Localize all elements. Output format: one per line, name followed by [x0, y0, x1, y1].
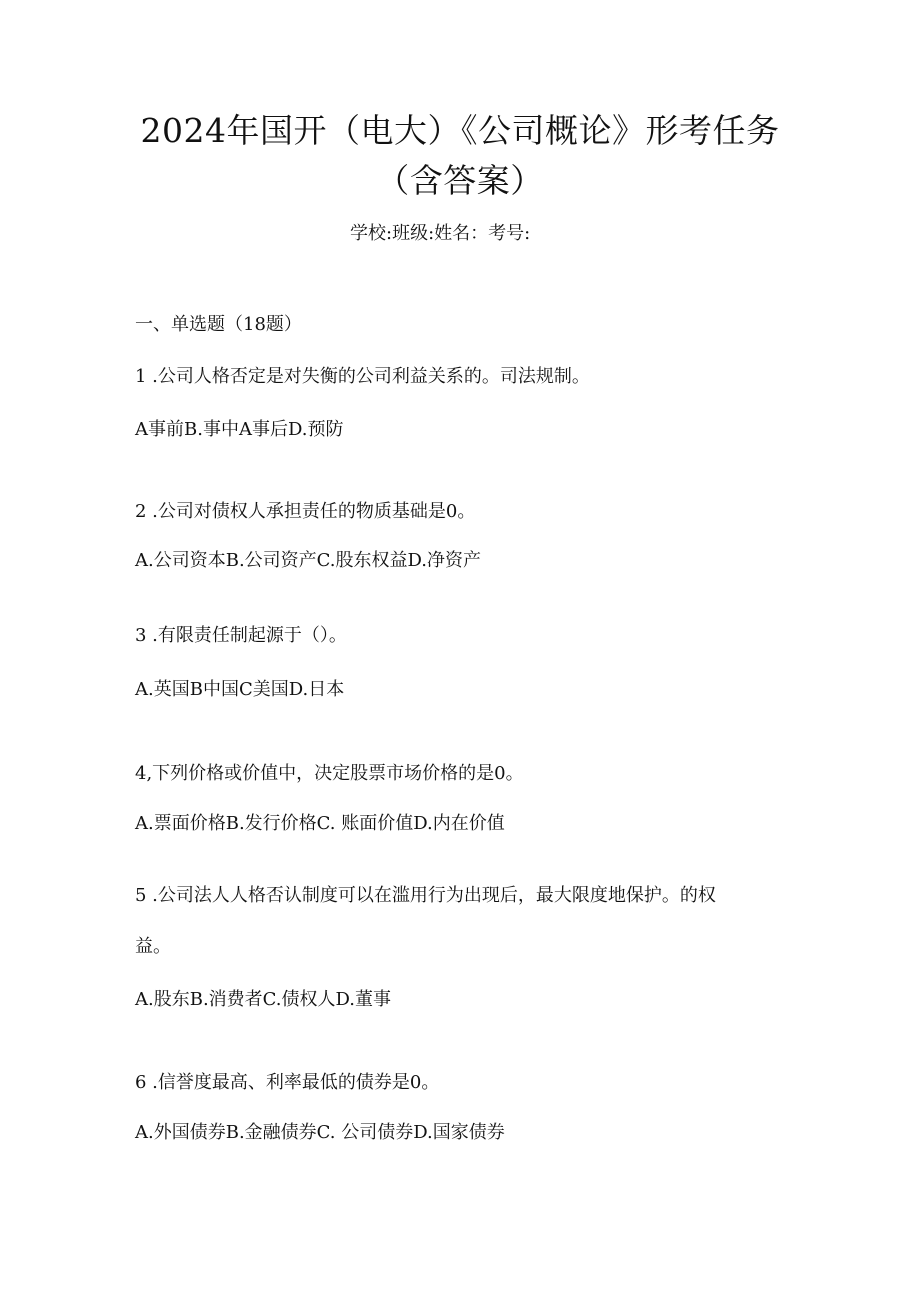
question-1-options: A事前B.事中A事后D.预防	[135, 419, 344, 440]
question-4-options: A.票面价格B.发行价格C. 账面价值D.内在价值	[135, 813, 505, 834]
document-title-line-1: 2024年国开（电大）《公司概论》形考任务	[140, 111, 780, 150]
question-6-stem: 6 .信誉度最高、利率最低的债券是0。	[135, 1072, 440, 1093]
student-info-line: 学校:班级:姓名：考号:	[350, 223, 531, 244]
question-3-options: A.英国B中国C美国D.日本	[135, 679, 345, 700]
document-title-line-2: （含答案）	[376, 161, 544, 200]
question-2-stem: 2 .公司对债权人承担责任的物质基础是0。	[135, 501, 476, 522]
question-4-stem: 4,下列价格或价值中，决定股票市场价格的是0。	[135, 763, 524, 784]
question-5-options: A.股东B.消费者C.债权人D.董事	[135, 989, 392, 1010]
question-2-options: A.公司资本B.公司资产C.股东权益D.净资产	[135, 550, 482, 571]
question-3-stem: 3 .有限责任制起源于（）。	[135, 625, 347, 646]
section-heading: 一、单选题（18题）	[135, 314, 302, 335]
question-5-stem-continued: 益。	[135, 936, 171, 957]
question-6-options: A.外国债券B.金融债券C. 公司债券D.国家债券	[135, 1122, 505, 1143]
question-1-stem: 1 .公司人格否定是对失衡的公司利益关系的。司法规制。	[135, 366, 590, 387]
question-5-stem: 5 .公司法人人格否认制度可以在滥用行为出现后，最大限度地保护。的权	[135, 885, 716, 906]
